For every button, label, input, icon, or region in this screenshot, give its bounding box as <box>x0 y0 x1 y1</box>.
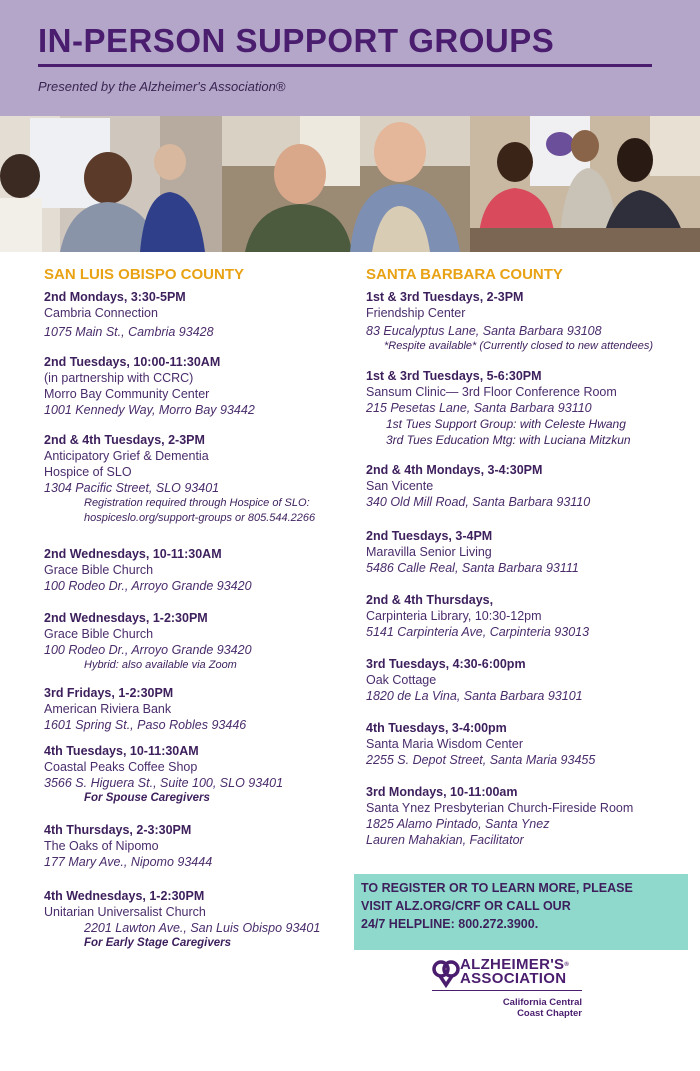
group-note: 3rd Tues Education Mtg: with Luciana Mitzkun <box>386 433 631 447</box>
group-address: 1820 de La Vina, Santa Barbara 93101 <box>366 689 583 703</box>
group-schedule: 3rd Tuesdays, 4:30-6:00pm <box>366 657 526 671</box>
group-schedule: 2nd Wednesdays, 10-11:30AM <box>44 547 222 561</box>
group-address: 1601 Spring St., Paso Robles 93446 <box>44 718 247 732</box>
group-schedule: 1st & 3rd Tuesdays, 5-6:30PM <box>366 369 542 383</box>
group-schedule: 2nd & 4th Tuesdays, 2-3PM <box>44 433 205 447</box>
group-listing <box>366 720 696 768</box>
group-location: Grace Bible Church <box>44 563 154 577</box>
group-schedule: 2nd Wednesdays, 1-2:30PM <box>44 611 208 625</box>
group-location: San Vicente <box>366 479 434 493</box>
group-location: American Riviera Bank <box>44 702 172 716</box>
group-partnership: (in partnership with CCRC) <box>44 371 194 385</box>
group-listing <box>366 289 696 354</box>
group-address: 83 Eucalyptus Lane, Santa Barbara 93108 <box>366 324 602 338</box>
group-address: 340 Old Mill Road, Santa Barbara 93110 <box>366 495 591 509</box>
cta-line: TO REGISTER OR TO LEARN MORE, PLEASE <box>361 881 633 895</box>
page-subtitle: Presented by the Alzheimer's Association® <box>38 79 286 94</box>
group-address: 2201 Lawton Ave., San Luis Obispo 93401 <box>84 921 321 935</box>
group-location: Carpinteria Library, 10:30-12pm <box>366 609 542 623</box>
group-listing <box>44 685 354 733</box>
photo-collage-image <box>0 116 700 252</box>
group-address: 1075 Main St., Cambria 93428 <box>44 325 214 339</box>
county-heading: SANTA BARBARA COUNTY <box>366 266 563 283</box>
group-listing <box>44 432 354 526</box>
group-address: 3566 S. Higuera St., Suite 100, SLO 93401 <box>44 776 284 790</box>
group-schedule: 4th Tuesdays, 10-11:30AM <box>44 744 199 758</box>
group-note: *Respite available* (Currently closed to new attendees) <box>384 340 654 352</box>
chapter-name <box>462 997 582 1019</box>
header-band <box>0 0 700 116</box>
group-address: 215 Pesetas Lane, Santa Barbara 93110 <box>366 401 592 415</box>
group-schedule: 2nd & 4th Mondays, 3-4:30PM <box>366 463 543 477</box>
group-listing <box>44 822 354 870</box>
group-facilitator: Lauren Mahakian, Facilitator <box>366 833 524 847</box>
logo-name-line2: ASSOCIATION <box>460 970 567 987</box>
group-listing <box>366 592 696 640</box>
logo-registered-mark: ® <box>564 962 570 968</box>
group-schedule: 4th Tuesdays, 3-4:00pm <box>366 721 507 735</box>
group-listing <box>44 546 354 594</box>
group-location: Anticipatory Grief & Dementia <box>44 449 209 463</box>
group-location: The Oaks of Nipomo <box>44 839 159 853</box>
group-address: 177 Mary Ave., Nipomo 93444 <box>44 855 213 869</box>
group-address: 100 Rodeo Dr., Arroyo Grande 93420 <box>44 579 252 593</box>
sb-county-column <box>366 266 696 858</box>
group-address: 2255 S. Depot Street, Santa Maria 93455 <box>366 753 596 767</box>
alz-purple-knot-icon <box>432 958 460 988</box>
group-listing <box>366 528 696 576</box>
photo-strip <box>0 116 700 252</box>
group-location-org: Hospice of SLO <box>44 465 132 479</box>
group-listing <box>44 610 354 673</box>
group-address: 5486 Calle Real, Santa Barbara 93111 <box>366 561 579 575</box>
group-note: For Spouse Caregivers <box>84 792 210 804</box>
group-address: 5141 Carpinteria Ave, Carpinteria 93013 <box>366 625 590 639</box>
group-note-link: hospiceslo.org/support-groups or 805.544.2266 <box>84 512 316 524</box>
group-location: Santa Ynez Presbyterian Church-Fireside Room <box>366 801 634 815</box>
logo-name-line1: ALZHEIMER'S <box>460 956 565 973</box>
group-location: Friendship Center <box>366 306 466 320</box>
group-listing <box>44 743 354 806</box>
group-listing <box>44 289 354 340</box>
group-listing <box>366 462 696 510</box>
group-schedule: 2nd Mondays, 3:30-5PM <box>44 290 186 304</box>
group-listing <box>366 656 696 704</box>
chapter-line1: California Central <box>502 997 582 1008</box>
group-location: Sansum Clinic— 3rd Floor Conference Room <box>366 385 617 399</box>
group-location: Santa Maria Wisdom Center <box>366 737 524 751</box>
group-schedule: 2nd & 4th Thursdays, <box>366 593 494 607</box>
title-rule <box>38 64 652 67</box>
alzheimers-association-logo <box>432 956 590 1022</box>
cta-helpline: 24/7 HELPLINE: 800.272.3900. <box>361 917 539 931</box>
page-title: IN-PERSON SUPPORT GROUPS <box>38 22 555 59</box>
chapter-line2: Coast Chapter <box>517 1008 582 1019</box>
logo-divider <box>432 990 582 991</box>
register-callout <box>354 874 688 950</box>
group-note: Registration required through Hospice of SLO: <box>84 497 310 509</box>
group-address: 100 Rodeo Dr., Arroyo Grande 93420 <box>44 643 252 657</box>
group-address: 1825 Alamo Pintado, Santa Ynez <box>366 817 550 831</box>
group-address: 1001 Kennedy Way, Morro Bay 93442 <box>44 403 255 417</box>
group-listing <box>366 784 696 848</box>
group-listing <box>44 354 354 418</box>
group-schedule: 3rd Mondays, 10-11:00am <box>366 785 518 799</box>
group-location: Cambria Connection <box>44 306 158 320</box>
group-schedule: 3rd Fridays, 1-2:30PM <box>44 686 174 700</box>
cta-line: VISIT ALZ.ORG/CRF OR CALL OUR <box>361 899 571 913</box>
logo-wordmark <box>460 958 569 986</box>
group-note: Hybrid: also available via Zoom <box>84 659 237 671</box>
group-note: 1st Tues Support Group: with Celeste Hwang <box>386 417 626 431</box>
county-heading: SAN LUIS OBISPO COUNTY <box>44 266 245 283</box>
group-schedule: 1st & 3rd Tuesdays, 2-3PM <box>366 290 524 304</box>
group-location: Morro Bay Community Center <box>44 387 210 401</box>
group-schedule: 2nd Tuesdays, 3-4PM <box>366 529 493 543</box>
group-location: Coastal Peaks Coffee Shop <box>44 760 198 774</box>
group-note: For Early Stage Caregivers <box>84 937 232 949</box>
group-schedule: 4th Thursdays, 2-3:30PM <box>44 823 192 837</box>
group-location: Grace Bible Church <box>44 627 154 641</box>
slo-county-column <box>44 266 354 961</box>
group-address: 1304 Pacific Street, SLO 93401 <box>44 481 220 495</box>
group-listing <box>366 368 696 448</box>
group-listing <box>44 888 354 951</box>
group-location: Oak Cottage <box>366 673 437 687</box>
group-location: Unitarian Universalist Church <box>44 905 206 919</box>
group-location: Maravilla Senior Living <box>366 545 492 559</box>
group-schedule: 4th Wednesdays, 1-2:30PM <box>44 889 205 903</box>
group-schedule: 2nd Tuesdays, 10:00-11:30AM <box>44 355 221 369</box>
